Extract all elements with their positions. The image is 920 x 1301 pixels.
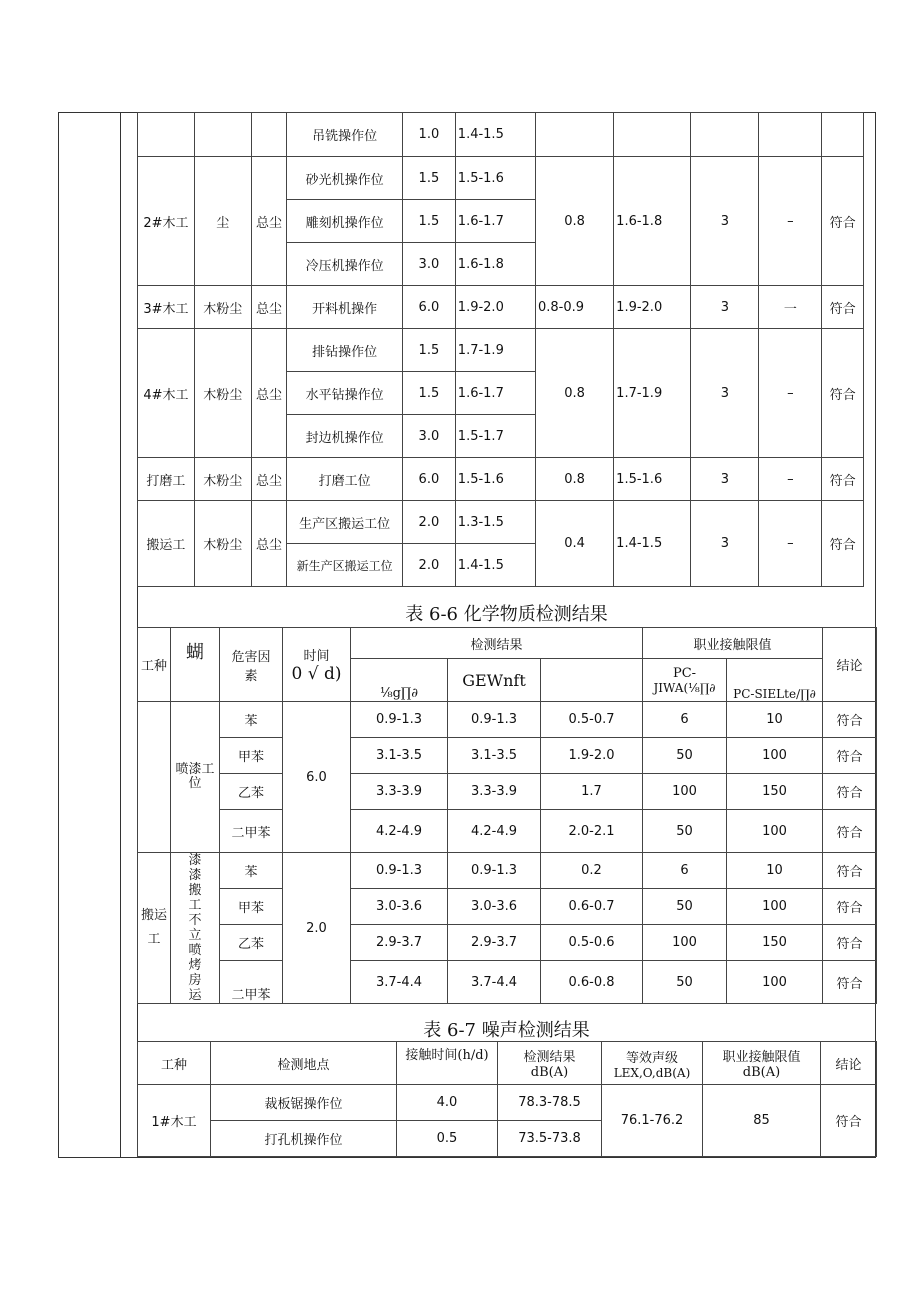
limit-cell: 3: [691, 458, 759, 501]
result2-cell: 3.3-3.9: [448, 774, 541, 810]
header-limits: 职业接触限值: [643, 628, 823, 659]
twa-cell: 6: [643, 853, 727, 889]
conclusion-cell: 符合: [823, 810, 877, 853]
time-cell: 2.0: [283, 853, 351, 1004]
table-row: [138, 853, 877, 889]
dust-type-cell: 总尘: [251, 157, 287, 286]
result-cell: 1.5-1.6: [455, 157, 535, 200]
conclusion-cell: 符合: [822, 157, 864, 286]
conclusion-cell: 符合: [822, 329, 864, 458]
result-cell: 1.5-1.6: [455, 458, 535, 501]
header-limit-line1: 职业接触限值: [722, 1050, 801, 1065]
result3-cell: 0.5-0.6: [541, 925, 643, 961]
header-conclusion: 结论: [821, 1042, 877, 1085]
limit-cell: 3: [691, 329, 759, 458]
hazard-cell: 甲苯: [220, 889, 283, 925]
header-result-line1: 检测结果: [523, 1050, 576, 1065]
result3-cell: 0.6-0.8: [541, 961, 643, 1004]
location-cell: 封边机操作位: [287, 415, 403, 458]
location-cell: 新生产区搬运工位: [287, 544, 403, 587]
job-cell: 3#木工: [138, 286, 195, 329]
conclusion-cell: 符合: [823, 961, 877, 1004]
dash-cell: –: [759, 458, 822, 501]
header-sub3: [541, 659, 643, 702]
header-time: [283, 628, 351, 702]
limit-cell: 3: [691, 501, 759, 587]
stel-cell: 100: [727, 961, 823, 1004]
result3-cell: 1.9-2.0: [541, 738, 643, 774]
job-cell: 1#木工: [138, 1085, 211, 1157]
table-row: [138, 286, 864, 329]
dust-type-cell: 总尘: [251, 329, 287, 458]
result3-cell: 2.0-2.1: [541, 810, 643, 853]
header-job: 工种: [138, 1042, 211, 1085]
header-garbled: 蝴: [171, 628, 220, 702]
twa-cell: 0.4: [536, 501, 614, 587]
twa-cell: 50: [643, 961, 727, 1004]
result2-cell: 4.2-4.9: [448, 810, 541, 853]
twa-cell: 100: [643, 774, 727, 810]
result-cell: 78.3-78.5: [498, 1085, 602, 1121]
dust-type-cell: 总尘: [251, 458, 287, 501]
result1-cell: 4.2-4.9: [351, 810, 448, 853]
hazard-cell: 二甲苯: [220, 810, 283, 853]
conclusion-cell: 符合: [822, 458, 864, 501]
conclusion-cell: 符合: [821, 1085, 877, 1157]
result-cell: 1.6-1.7: [455, 372, 535, 415]
conclusion-cell: 符合: [823, 702, 877, 738]
table-row: [138, 329, 864, 372]
table-row: [138, 925, 877, 961]
job-cell: 搬运工: [138, 853, 171, 1004]
result2-cell: 3.0-3.6: [448, 889, 541, 925]
result1-cell: 3.7-4.4: [351, 961, 448, 1004]
conclusion-cell: 符合: [822, 286, 864, 329]
table-row: [138, 774, 877, 810]
limit-cell: 3: [691, 286, 759, 329]
conclusion-cell: 符合: [823, 925, 877, 961]
time-cell: 1.5: [403, 372, 456, 415]
time-cell: 6.0: [403, 458, 456, 501]
range-cell: 1.4-1.5: [614, 501, 691, 587]
frame-divider-left: [120, 112, 121, 1158]
header-limit: [703, 1042, 821, 1085]
header-equiv-line1: 等效声级: [625, 1050, 678, 1066]
location-cell: 生产区搬运工位: [287, 501, 403, 544]
header-hazard: 危害因素: [220, 628, 283, 702]
header-result: [498, 1042, 602, 1085]
hazard-cell: 尘: [194, 157, 251, 286]
table-row: [138, 961, 877, 1004]
header-result-line2: dB(A): [530, 1065, 569, 1080]
location-cell: 吊铣操作位: [287, 113, 403, 157]
result-cell: 1.9-2.0: [455, 286, 535, 329]
dust-type-cell: 总尘: [251, 286, 287, 329]
table-row: [138, 738, 877, 774]
range-cell: 1.6-1.8: [614, 157, 691, 286]
table-row: [138, 501, 864, 544]
chem-table: [137, 627, 877, 1004]
header-pc-twa-line2: JIWA(⅛∏∂: [653, 680, 716, 695]
conclusion-cell: 符合: [823, 853, 877, 889]
result1-cell: 0.9-1.3: [351, 853, 448, 889]
table-row: [138, 458, 864, 501]
header-pc-twa-line1: PC-: [672, 665, 697, 681]
location-cell: 开料机操作: [287, 286, 403, 329]
time-cell: 1.5: [403, 329, 456, 372]
dash-cell: 一: [759, 286, 822, 329]
result2-cell: 3.7-4.4: [448, 961, 541, 1004]
twa-cell: 6: [643, 702, 727, 738]
time-cell: 1.0: [403, 113, 456, 157]
result-cell: 1.3-1.5: [455, 501, 535, 544]
noise-table: [137, 1041, 877, 1157]
dash-cell: –: [759, 329, 822, 458]
result1-cell: 3.3-3.9: [351, 774, 448, 810]
stel-cell: 150: [727, 925, 823, 961]
stel-cell: 100: [727, 738, 823, 774]
limit-cell: 3: [691, 157, 759, 286]
dash-cell: –: [759, 501, 822, 587]
result-cell: 1.7-1.9: [455, 329, 535, 372]
twa-cell: 100: [643, 925, 727, 961]
stel-cell: 150: [727, 774, 823, 810]
table-row: [138, 1085, 877, 1121]
stel-cell: 10: [727, 702, 823, 738]
twa-cell: 0.8: [536, 329, 614, 458]
twa-cell: 50: [643, 889, 727, 925]
location-cell: 水平钻操作位: [287, 372, 403, 415]
result2-cell: 3.1-3.5: [448, 738, 541, 774]
result-cell: 1.5-1.7: [455, 415, 535, 458]
twa-cell: 50: [643, 810, 727, 853]
location-cell: 打磨工位: [287, 458, 403, 501]
table-row: [138, 889, 877, 925]
table-row: [138, 810, 877, 853]
header-results: 检测结果: [351, 628, 643, 659]
header-location: 检测地点: [211, 1042, 397, 1085]
twa-cell: 50: [643, 738, 727, 774]
result3-cell: 0.2: [541, 853, 643, 889]
header-limit-line2: dB(A): [742, 1065, 781, 1080]
dust-table: [137, 112, 864, 587]
range-cell: 1.5-1.6: [614, 458, 691, 501]
result2-cell: 0.9-1.3: [448, 702, 541, 738]
location-cell: 冷压机操作位: [287, 243, 403, 286]
table-row: [138, 702, 877, 738]
location-cell: 裁板锯操作位: [211, 1085, 397, 1121]
header-time: 接触时间(h∕d): [397, 1042, 498, 1085]
equiv-cell: 76.1-76.2: [602, 1085, 703, 1157]
result2-cell: 0.9-1.3: [448, 853, 541, 889]
location-cell: 雕刻机操作位: [287, 200, 403, 243]
header-conclusion: 结论: [823, 628, 877, 702]
hazard-cell: 苯: [220, 702, 283, 738]
hazard-cell: 甲苯: [220, 738, 283, 774]
hazard-cell: 苯: [220, 853, 283, 889]
result-cell: 1.6-1.8: [455, 243, 535, 286]
time-cell: 0.5: [397, 1121, 498, 1157]
time-cell: 3.0: [403, 243, 456, 286]
conclusion-cell: 符合: [823, 738, 877, 774]
time-cell: 3.0: [403, 415, 456, 458]
hazard-cell: 木粉尘: [194, 501, 251, 587]
hazard-cell: 木粉尘: [194, 458, 251, 501]
result3-cell: 0.5-0.7: [541, 702, 643, 738]
twa-cell: 0.8: [536, 157, 614, 286]
header-equiv: [602, 1042, 703, 1085]
table-header-row: [138, 628, 877, 659]
dust-type-cell: 总尘: [251, 501, 287, 587]
job-cell: 4#木工: [138, 329, 195, 458]
location-cell: 打孔机操作位: [211, 1121, 397, 1157]
conclusion-cell: 符合: [822, 501, 864, 587]
stel-cell: 10: [727, 853, 823, 889]
hazard-cell: 木粉尘: [194, 286, 251, 329]
result3-cell: 0.6-0.7: [541, 889, 643, 925]
result-cell: 1.4-1.5: [455, 113, 535, 157]
hazard-cell: 二甲苯: [220, 961, 283, 1004]
result-cell: 1.4-1.5: [455, 544, 535, 587]
range-cell: 1.7-1.9: [614, 329, 691, 458]
table-header-row: [138, 1042, 877, 1085]
job-cell: 2#木工: [138, 157, 195, 286]
header-job: 工种: [138, 628, 171, 702]
table-row: [138, 157, 864, 200]
result-cell: 73.5-73.8: [498, 1121, 602, 1157]
header-sub1: ⅛g∏∂: [351, 659, 448, 702]
hazard-cell: 乙苯: [220, 774, 283, 810]
dash-cell: –: [759, 157, 822, 286]
header-pc-stel: PC-SIELte∕∏∂: [727, 659, 823, 702]
stel-cell: 100: [727, 889, 823, 925]
twa-cell: 0.8: [536, 458, 614, 501]
header-time-label: 时间: [303, 649, 330, 664]
result1-cell: 0.9-1.3: [351, 702, 448, 738]
noise-table-caption: 表 6-7 噪声检测结果: [423, 1020, 590, 1041]
hazard-cell: 木粉尘: [194, 329, 251, 458]
time-cell: 2.0: [403, 544, 456, 587]
time-cell: 1.5: [403, 200, 456, 243]
twa-cell: 0.8-0.9: [536, 286, 614, 329]
stel-cell: 100: [727, 810, 823, 853]
time-cell: 6.0: [403, 286, 456, 329]
result3-cell: 1.7: [541, 774, 643, 810]
result-cell: 1.6-1.7: [455, 200, 535, 243]
conclusion-cell: 符合: [823, 889, 877, 925]
limit-cell: 85: [703, 1085, 821, 1157]
location-cell: 喷漆工位: [171, 702, 220, 853]
header-equiv-line2: LEX,O,dB(A): [613, 1065, 691, 1080]
location-cell: 砂光机操作位: [287, 157, 403, 200]
header-time-unit: 0 √ d): [291, 664, 342, 684]
header-pc-twa: [643, 659, 727, 702]
location-cell: 漆漆搬工不立喷烤房运: [171, 853, 220, 1004]
job-cell: 搬运工: [138, 501, 195, 587]
chem-table-caption: 表 6-6 化学物质检测结果: [405, 604, 608, 625]
result2-cell: 2.9-3.7: [448, 925, 541, 961]
hazard-cell: 乙苯: [220, 925, 283, 961]
time-cell: 2.0: [403, 501, 456, 544]
result1-cell: 3.1-3.5: [351, 738, 448, 774]
job-cell: 打磨工: [138, 458, 195, 501]
range-cell: 1.9-2.0: [614, 286, 691, 329]
table-row: [138, 113, 864, 157]
header-sub2: GEWnft: [448, 659, 541, 702]
time-cell: 6.0: [283, 702, 351, 853]
time-cell: 1.5: [403, 157, 456, 200]
time-cell: 4.0: [397, 1085, 498, 1121]
location-cell: 排钻操作位: [287, 329, 403, 372]
result1-cell: 2.9-3.7: [351, 925, 448, 961]
conclusion-cell: 符合: [823, 774, 877, 810]
result1-cell: 3.0-3.6: [351, 889, 448, 925]
